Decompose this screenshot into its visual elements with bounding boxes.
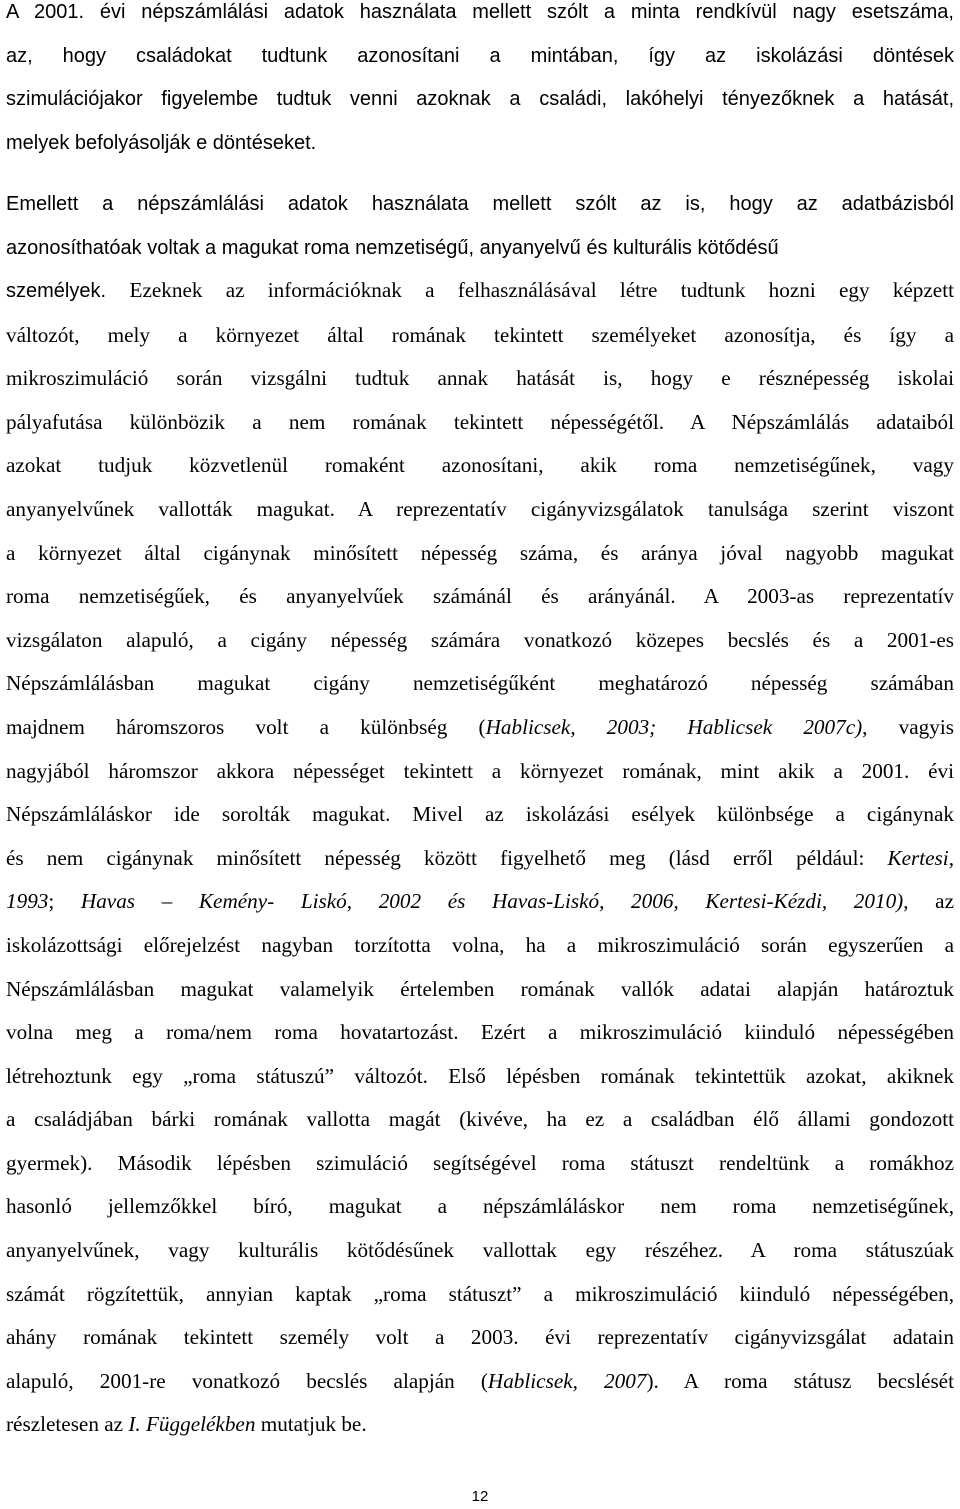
text-run: gyermek). Második lépésben szimuláció segítségével roma státuszt rendeltünk a romákhoz xyxy=(6,1150,954,1175)
text-run: A 2001. évi népszámlálási adatok használata mellett szólt a minta rendkívül nagy esetszáma, xyxy=(6,1,954,23)
text-line xyxy=(6,532,954,576)
paragraph-census-sample xyxy=(6,0,954,165)
text-line xyxy=(6,1403,954,1447)
italic-citation: Havas – Kemény- Liskó, 2002 és Havas-Liskó, 2006, Kertesi-Kézdi, 2010) xyxy=(80,889,904,914)
text-line xyxy=(6,1360,954,1404)
text-run: , az xyxy=(903,889,954,914)
text-line xyxy=(6,750,954,794)
text-line xyxy=(6,1229,954,1273)
text-run: részletesen az xyxy=(6,1412,129,1437)
text-line xyxy=(6,35,954,79)
text-line xyxy=(6,619,954,663)
text-run: azonosíthatóak voltak a magukat roma nemzetiségű, anyanyelvű és kulturális kötődésű xyxy=(6,236,779,259)
text-run: ). A roma státusz becslését xyxy=(646,1368,954,1393)
text-line xyxy=(6,924,954,968)
italic-citation: Hablicsek, 2007 xyxy=(487,1368,647,1393)
text-run: Népszámláláskor ide sorolták magukat. Mivel az iskolázási esélyek különbsége a cigánynak xyxy=(6,802,954,827)
text-run: alapuló, 2001-re vonatkozó becslés alapján ( xyxy=(6,1368,488,1393)
text-run: majdnem háromszoros volt a különbség ( xyxy=(6,714,486,739)
text-line xyxy=(6,488,954,532)
text-line xyxy=(6,0,954,35)
text-line xyxy=(6,880,954,924)
text-line xyxy=(6,1011,954,1055)
text-line xyxy=(6,401,954,445)
text-run: anyanyelvűnek vallották magukat. A reprezentatív cigányvizsgálatok tanulsága szerint viszont xyxy=(6,496,954,521)
text-line xyxy=(6,1185,954,1229)
text-line xyxy=(6,1142,954,1186)
text-line xyxy=(6,1273,954,1317)
text-line xyxy=(6,706,954,750)
text-line xyxy=(6,793,954,837)
text-run: volna meg a roma/nem roma hovatartozást. Ezért a mikroszimuláció kiinduló népességében xyxy=(6,1020,954,1045)
text-line xyxy=(6,662,954,706)
text-run: Emellett a népszámlálási adatok használata mellett szólt az is, hogy az adatbázisból xyxy=(6,193,954,215)
text-run: vizsgálaton alapuló, a cigány népesség számára vonatkozó közepes becslés és a 2001-es xyxy=(6,627,954,652)
italic-citation: I. Függelékben xyxy=(128,1412,256,1437)
text-run: létrehoztunk egy „roma státuszú” változót. Első lépésben romának tekintettük azokat, akiknek xyxy=(6,1063,954,1088)
text-line xyxy=(6,444,954,488)
text-run: változót, mely a környezet által romának tekintett személyeket azonosítja, és így a xyxy=(6,322,954,347)
text-run: Népszámlálásban magukat valamelyik értelemben romának vallók adatai alapján határoztuk xyxy=(6,976,954,1001)
text-line xyxy=(6,1055,954,1099)
text-run: a családjában bárki romának vallotta magát (kivéve, ha ez a családban élő állami gondozott xyxy=(6,1107,954,1132)
text-run: ; xyxy=(48,889,81,914)
text-run: a környezet által cigánynak minősített népesség száma, és aránya jóval nagyobb magukat xyxy=(6,540,954,565)
text-run: pályafutása különbözik a nem romának tekintett népességétől. A Népszámlálás adataiból xyxy=(6,409,954,434)
text-run: Népszámlálásban magukat cigány nemzetiségűként meghatározó népesség számában xyxy=(6,671,954,696)
text-line xyxy=(6,314,954,358)
text-line xyxy=(6,1098,954,1142)
text-run: hasonló jellemzőkkel bíró, magukat a népszámláláskor nem roma nemzetiségűnek, xyxy=(6,1194,954,1219)
text-line xyxy=(6,357,954,401)
text-run: az, hogy családokat tudtunk azonosítani a mintában, így az iskolázási döntések xyxy=(6,44,954,67)
paragraph-roma-identification xyxy=(6,183,954,270)
text-run: Ezeknek az információknak a felhasználásával létre tudtunk hozni egy képzett xyxy=(129,278,954,302)
text-line xyxy=(6,968,954,1012)
text-run: mutatjuk be. xyxy=(255,1412,367,1437)
text-run: mikroszimuláció során vizsgálni tudtuk annak hatását is, hogy e résznépesség iskolai xyxy=(6,366,954,391)
text-run: iskolázottsági előrejelzést nagyban torzította volna, ha a mikroszimuláció során egyszerűen a xyxy=(6,932,954,957)
text-run: anyanyelvűnek, vagy kulturális kötődésűnek vallottak egy részéhez. A roma státuszúak xyxy=(6,1238,954,1263)
text-run: és nem cigánynak minősített népesség között figyelhető meg (lásd erről például: xyxy=(6,845,888,870)
paragraph-roma-status-variable xyxy=(6,269,954,1447)
text-run: nagyjából háromszor akkora népességet tekintett a környezet romának, mint akik a 2001. évi xyxy=(6,758,954,783)
text-line xyxy=(6,837,954,881)
text-line xyxy=(6,227,954,271)
text-run: , vagyis xyxy=(862,714,954,739)
page-number: 12 xyxy=(471,1488,489,1505)
text-line xyxy=(6,78,954,122)
text-line xyxy=(6,122,954,166)
text-line xyxy=(6,269,954,314)
italic-citation: Hablicsek, 2003; Hablicsek 2007c) xyxy=(485,714,863,739)
text-run: azokat tudjuk közvetlenül romaként azonosítani, akik roma nemzetiségűnek, vagy xyxy=(6,453,954,478)
text-line xyxy=(6,575,954,619)
text-run: személyek. xyxy=(6,280,130,302)
italic-citation: 1993 xyxy=(6,889,49,914)
text-line xyxy=(6,1316,954,1360)
text-run: melyek befolyásolják e döntéseket. xyxy=(6,131,317,154)
text-line xyxy=(6,183,954,227)
text-run: szimulációjakor figyelembe tudtuk venni azoknak a családi, lakóhelyi tényezőknek a hatását, xyxy=(6,88,954,111)
text-run: számát rögzítettük, annyian kaptak „roma státuszt” a mikroszimuláció kiinduló népességében, xyxy=(6,1281,954,1306)
text-run: roma nemzetiségűek, és anyanyelvűek számánál és arányánál. A 2003-as reprezentatív xyxy=(6,584,954,609)
italic-citation: Kertesi, xyxy=(887,845,954,870)
text-run: ahány romának tekintett személy volt a 2003. évi reprezentatív cigányvizsgálat adatain xyxy=(6,1325,954,1350)
